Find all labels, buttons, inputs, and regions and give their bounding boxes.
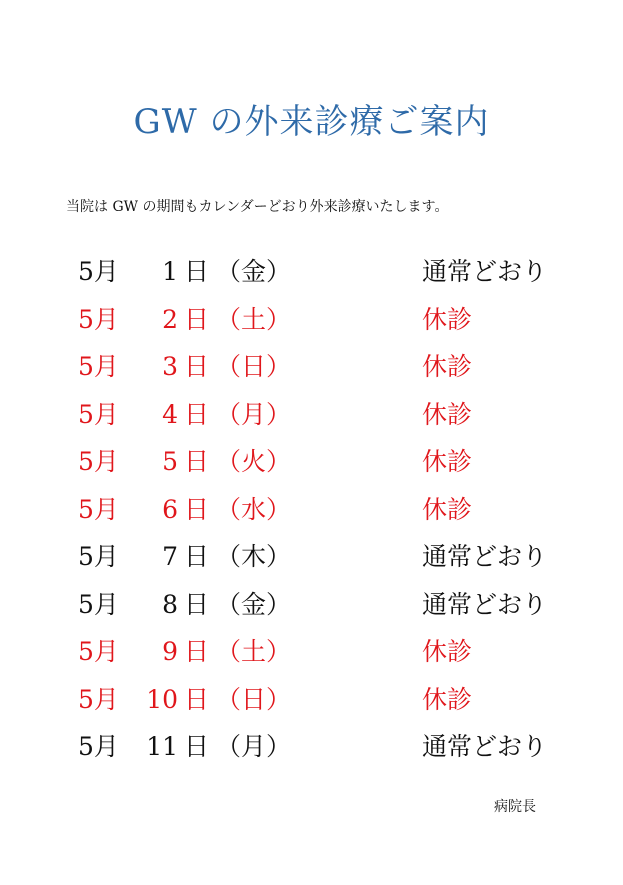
month-label: 5月 — [78, 494, 119, 524]
weekday-label: （水） — [216, 494, 292, 524]
weekday-label: （金） — [216, 257, 292, 286]
weekday-label: （日） — [216, 352, 292, 381]
weekday-label: （木） — [216, 542, 292, 571]
weekday-label: （月） — [216, 399, 292, 429]
day-number: 9 — [162, 637, 178, 666]
day-number: 2 — [162, 304, 178, 334]
day-suffix: 日 — [184, 732, 210, 761]
weekday-label: （金） — [216, 589, 292, 619]
day-number: 7 — [162, 542, 178, 571]
month-label: 5月 — [78, 589, 119, 619]
day-number: 5 — [162, 447, 178, 476]
month-label: 5月 — [78, 637, 119, 666]
month-label: 5月 — [78, 447, 119, 476]
day-number: 11 — [146, 732, 178, 761]
status-label: 通常どおり — [422, 589, 548, 619]
day-suffix: 日 — [184, 589, 210, 619]
page-title: GW の外来診療ご案内 — [133, 102, 490, 142]
schedule-row — [0, 296, 623, 344]
weekday-label: （日） — [216, 684, 292, 714]
weekday-label: （土） — [216, 637, 292, 666]
day-number: 3 — [162, 352, 178, 381]
weekday-label: （土） — [216, 304, 292, 334]
schedule-list — [0, 248, 623, 771]
status-label: 休診 — [422, 447, 473, 476]
schedule-row — [0, 581, 623, 629]
schedule-row — [0, 343, 623, 391]
day-suffix: 日 — [184, 257, 210, 286]
day-suffix: 日 — [184, 352, 210, 381]
weekday-label: （火） — [216, 447, 292, 476]
intro-text: 当院は GW の期間もカレンダーどおり外来診療いたします。 — [66, 199, 449, 215]
day-number: 8 — [162, 589, 178, 619]
status-label: 休診 — [422, 352, 473, 381]
day-suffix: 日 — [184, 542, 210, 571]
status-label: 通常どおり — [422, 732, 548, 761]
month-label: 5月 — [78, 304, 119, 334]
schedule-row — [0, 533, 623, 581]
schedule-row — [0, 248, 623, 296]
day-suffix: 日 — [184, 684, 210, 714]
month-label: 5月 — [78, 542, 119, 571]
schedule-row — [0, 676, 623, 724]
schedule-row — [0, 438, 623, 486]
day-number: 1 — [162, 257, 178, 286]
status-label: 通常どおり — [422, 542, 548, 571]
status-label: 休診 — [422, 304, 473, 334]
schedule-row — [0, 628, 623, 676]
day-suffix: 日 — [184, 447, 210, 476]
status-label: 休診 — [422, 494, 473, 524]
day-suffix: 日 — [184, 494, 210, 524]
month-label: 5月 — [78, 684, 119, 714]
month-label: 5月 — [78, 257, 119, 286]
status-label: 休診 — [422, 399, 473, 429]
signature: 病院長 — [494, 799, 536, 815]
status-label: 休診 — [422, 684, 473, 714]
month-label: 5月 — [78, 732, 119, 761]
day-number: 10 — [146, 684, 178, 714]
month-label: 5月 — [78, 352, 119, 381]
status-label: 休診 — [422, 637, 473, 666]
day-number: 4 — [162, 399, 178, 429]
status-label: 通常どおり — [422, 257, 548, 286]
schedule-row — [0, 486, 623, 534]
schedule-row — [0, 391, 623, 439]
weekday-label: （月） — [216, 732, 292, 761]
day-suffix: 日 — [184, 637, 210, 666]
schedule-row — [0, 723, 623, 771]
month-label: 5月 — [78, 399, 119, 429]
day-suffix: 日 — [184, 399, 210, 429]
day-number: 6 — [162, 494, 178, 524]
day-suffix: 日 — [184, 304, 210, 334]
